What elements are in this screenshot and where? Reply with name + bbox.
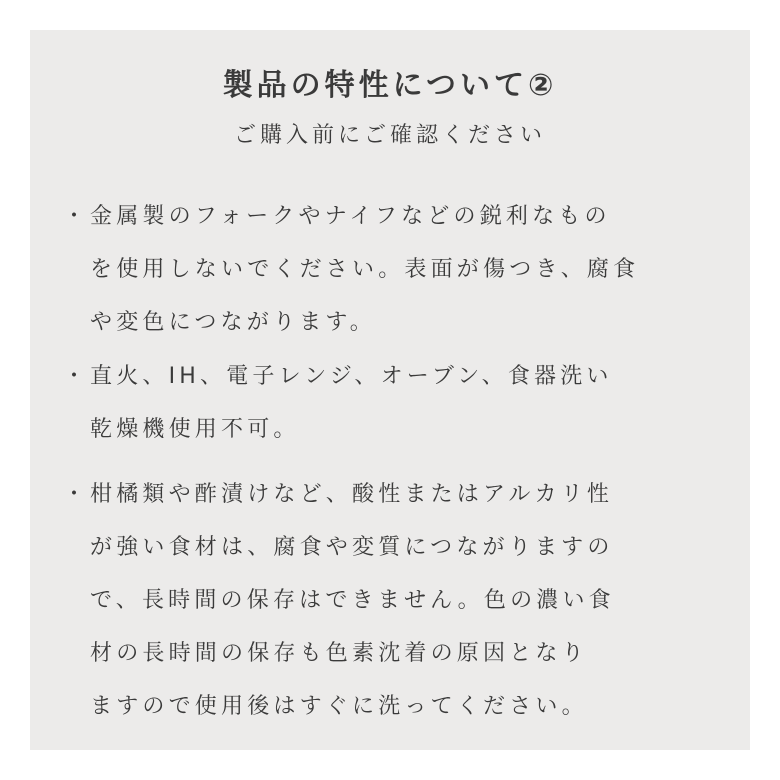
bullet-item-2 (62, 350, 613, 456)
bullet-line: が強い食材は、腐食や変質につながりますの (90, 535, 614, 560)
bullet-line: 金属製のフォークやナイフなどの鋭利なもの (90, 204, 611, 229)
bullet-line: 材の長時間の保存も色素沈着の原因となり (90, 641, 588, 666)
bullet-line: 乾燥機使用不可。 (90, 417, 300, 442)
bullet-line: ますので使用後はすぐに洗ってください。 (90, 694, 588, 719)
bullet-line: 柑橘類や酢漬けなど、酸性またはアルカリ性 (90, 482, 614, 507)
bullet-mark: ・ (62, 364, 85, 389)
bullet-line: や変色につながります。 (90, 310, 377, 335)
notice-card (30, 30, 750, 750)
bullet-mark: ・ (62, 482, 85, 507)
bullet-line: を使用しないでください。表面が傷つき、腐食 (90, 257, 640, 282)
bullet-item-3 (62, 468, 615, 733)
bullet-line: で、長時間の保存はできません。色の濃い食 (90, 588, 615, 613)
bullet-line: 直火、IH、電子レンジ、オーブン、食器洗い (90, 364, 613, 389)
bullet-mark: ・ (62, 204, 85, 229)
page-title: 製品の特性について② (222, 68, 558, 103)
page-subtitle: ご購入前にご確認ください (233, 123, 546, 148)
bullet-item-1 (62, 190, 639, 349)
